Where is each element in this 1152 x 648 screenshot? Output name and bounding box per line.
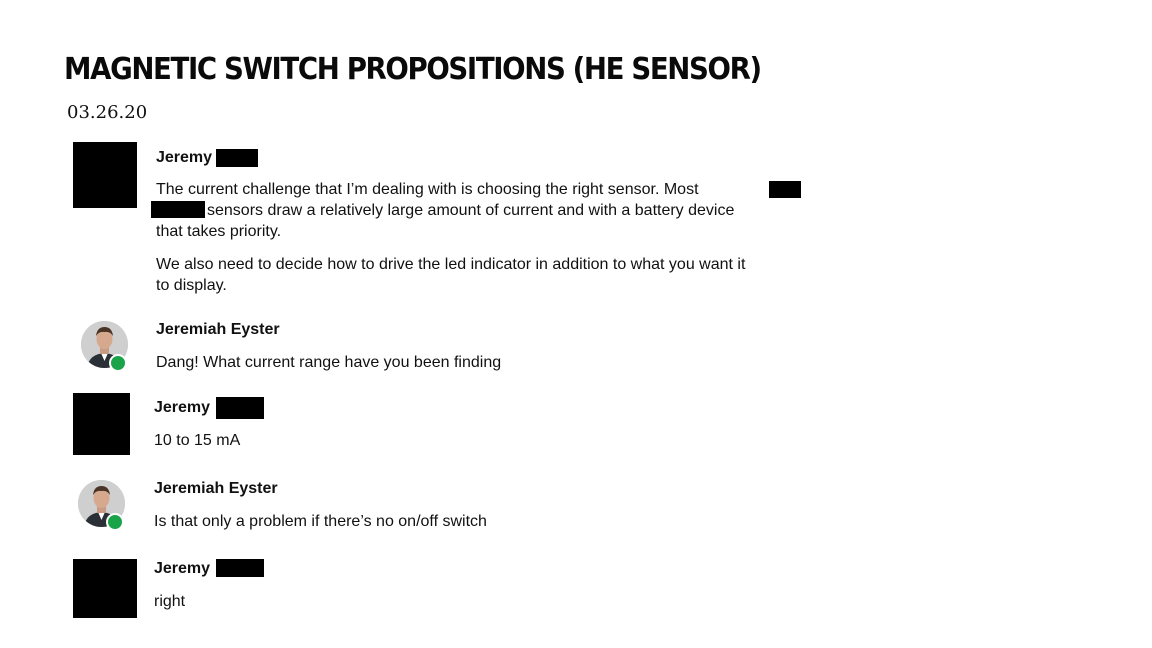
online-status-icon: [106, 513, 124, 531]
message-line: sensors draw a relatively large amount of current and with a battery device: [207, 202, 735, 219]
message-line: that takes priority.: [156, 223, 282, 240]
redaction-block: [151, 201, 205, 218]
redaction-block: [769, 181, 801, 198]
message-line: Dang! What current range have you been finding: [156, 354, 502, 371]
message-line: right: [154, 593, 186, 610]
message-author[interactable]: Jeremy: [156, 149, 213, 166]
avatar-redacted[interactable]: [73, 142, 137, 208]
avatar-redacted[interactable]: [73, 559, 137, 618]
avatar-redacted[interactable]: [73, 393, 130, 455]
page-title: MAGNETIC SWITCH PROPOSITIONS (HE SENSOR): [64, 52, 761, 87]
redaction-block: [216, 149, 258, 167]
message-line: The current challenge that I’m dealing with is choosing the right sensor. Most: [156, 181, 699, 198]
redaction-block: [216, 397, 264, 419]
message-line: to display.: [156, 277, 227, 294]
message-line: 10 to 15 mA: [154, 432, 241, 449]
message-author[interactable]: Jeremiah Eyster: [156, 321, 280, 338]
message-author[interactable]: Jeremiah Eyster: [154, 480, 278, 497]
redaction-block: [216, 559, 264, 577]
message-author[interactable]: Jeremy: [154, 560, 211, 577]
message-line: We also need to decide how to drive the led indicator in addition to what you want it: [156, 256, 746, 273]
page-date: 03.26.20: [67, 102, 148, 123]
online-status-icon: [109, 354, 127, 372]
message-line: Is that only a problem if there’s no on/off switch: [154, 513, 487, 530]
message-author[interactable]: Jeremy: [154, 399, 211, 416]
